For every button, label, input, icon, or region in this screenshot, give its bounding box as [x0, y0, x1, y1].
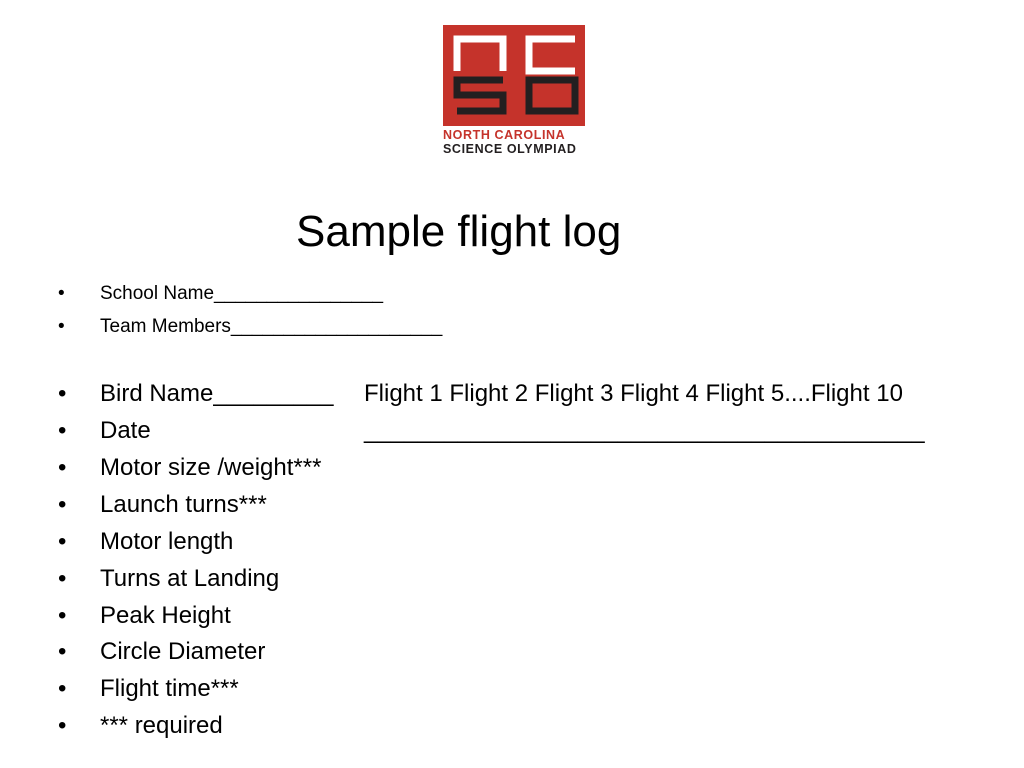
- peak-height-label: Peak Height: [100, 602, 231, 629]
- launch-turns-label: Launch turns***: [100, 491, 267, 518]
- motor-length-label: Motor length: [100, 528, 234, 555]
- team-members-field: Team Members____________________: [100, 316, 443, 337]
- school-name-field: School Name________________: [100, 283, 384, 304]
- bullet-icon: •: [58, 417, 67, 444]
- bullet-icon: •: [58, 491, 67, 518]
- logo-line-north-carolina: NORTH CAROLINA: [443, 128, 566, 142]
- bullet-icon: •: [58, 602, 67, 629]
- page-title: Sample flight log: [296, 207, 622, 256]
- bullet-icon: •: [58, 283, 65, 304]
- bullet-icon: •: [58, 675, 67, 702]
- flight-time-label: Flight time***: [100, 675, 239, 702]
- date-label: Date: [100, 417, 151, 444]
- turns-at-landing-label: Turns at Landing: [100, 565, 280, 592]
- bullet-icon: •: [58, 712, 67, 739]
- logo-line-science-olympiad: SCIENCE OLYMPIAD: [443, 142, 577, 156]
- date-line: __________________________________________: [364, 417, 925, 444]
- bullet-icon: •: [58, 528, 67, 555]
- flights-header: Flight 1 Flight 2 Flight 3 Flight 4 Flight 5....Flight 10: [364, 380, 903, 407]
- required-note: *** required: [100, 712, 223, 739]
- bird-name-field: Bird Name_________: [100, 380, 334, 407]
- bullet-icon: •: [58, 638, 67, 665]
- motor-size-weight-label: Motor size /weight***: [100, 454, 322, 481]
- bullet-icon: •: [58, 454, 67, 481]
- bullet-icon: •: [58, 380, 67, 407]
- circle-diameter-label: Circle Diameter: [100, 638, 266, 665]
- bullet-icon: •: [58, 565, 67, 592]
- bullet-icon: •: [58, 316, 65, 337]
